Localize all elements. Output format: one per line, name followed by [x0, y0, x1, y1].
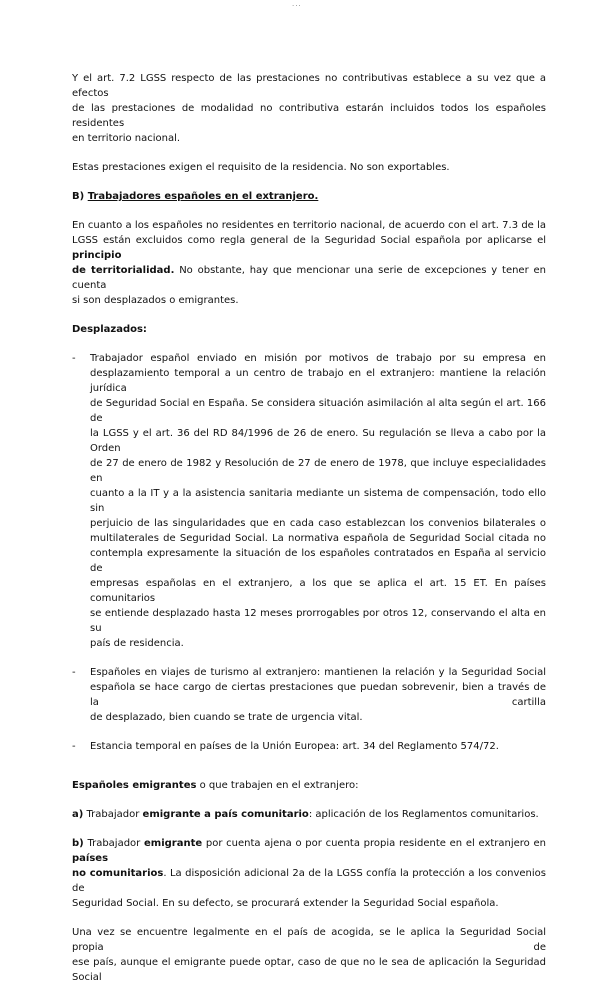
desplazados-heading: Desplazados: — [72, 324, 147, 335]
text-line: perjuicio de las singularidades que en cada caso establezcan los convenios bilaterales o — [90, 518, 546, 529]
text-line: si son desplazados o emigrantes. — [72, 295, 239, 306]
section-b-heading — [72, 189, 546, 204]
text-line: española se hace cargo de ciertas prestaciones que puedan sobrevenir, bien a través de la cartilla — [90, 682, 546, 708]
text-line — [72, 866, 546, 896]
bullet-text — [90, 739, 546, 754]
text-line: de 27 de enero de 1982 y Resolución de 27 de enero de 1978, que incluye especialidades en — [90, 458, 546, 484]
list-item-turismo — [72, 665, 546, 725]
text-span: Trabajador — [83, 838, 144, 849]
text-line: empresas españolas en el extranjero, a los que se aplica el art. 15 ET. En países comunitarios — [90, 578, 546, 604]
text-line: Estancia temporal en países de la Unión Europea: art. 34 del Reglamento 574/72. — [90, 741, 499, 752]
text-line: de desplazado, bien cuando se trate de urgencia vital. — [90, 712, 363, 723]
text-span: por cuenta ajena o por cuenta propia residente en el extranjero en — [202, 838, 546, 849]
paragraph-lgss-7-2 — [72, 71, 546, 146]
text-line: contempla expresamente la situación de los españoles contratados en España al servicio de — [90, 548, 546, 574]
text-line: de las prestaciones de modalidad no contributiva estarán incluidos todos los españoles residentes — [72, 103, 546, 129]
section-letter: B) — [72, 191, 85, 202]
emigrantes-heading — [72, 778, 546, 793]
text-line: multilaterales de Seguridad Social. La normativa española de Seguridad Social citada no — [90, 533, 546, 544]
section-title: Trabajadores españoles en el extranjero. — [87, 191, 319, 202]
text-line: se entiende desplazado hasta 12 meses prorrogables por otros 12, conservando el alta en su — [90, 608, 546, 634]
bold-span: emigrante a país comunitario — [142, 809, 309, 820]
text-span: LGSS están excluidos como regla general de la Seguridad Social española por aplicarse el — [72, 235, 546, 246]
text-line: país de residencia. — [90, 638, 184, 649]
item-label: a) — [72, 809, 84, 820]
text-line: Una vez se encuentre legalmente en el país de acogida, se le aplica la Seguridad Social propia de — [72, 927, 546, 953]
text-line: Españoles en viajes de turismo al extranjero: mantienen la relación y la Seguridad Social — [90, 667, 546, 678]
bullet-dash: - — [72, 741, 76, 752]
paragraph-pais-acogida — [72, 925, 546, 985]
bold-span: emigrante — [144, 838, 203, 849]
bold-span: Españoles emigrantes — [72, 780, 197, 791]
text-line: en territorio nacional. — [72, 133, 181, 144]
text-span: . La disposición adicional 2a de la LGSS confía la protección a los convenios de — [72, 868, 546, 894]
text-line: Trabajador español enviado en misión por motivos de trabajo por su empresa en — [90, 353, 546, 364]
text-line — [72, 233, 546, 263]
text-span: No obstante, hay que mencionar una serie de excepciones y tener en cuenta — [72, 265, 546, 291]
text-span: o que trabajen en el extranjero: — [196, 780, 359, 791]
text-line — [72, 263, 546, 293]
item-label: b) — [72, 838, 84, 849]
text-line: desplazamiento temporal a un centro de trabajo en el extranjero: mantiene la relación jurídica — [90, 368, 546, 394]
bold-span: países — [72, 853, 109, 864]
text-span: Trabajador — [83, 809, 143, 820]
text-line: la LGSS y el art. 36 del RD 84/1996 de 26 de enero. Su regulación se lleva a cabo por la Orden — [90, 428, 546, 454]
header-mark: ... — [292, 0, 302, 8]
text-line: Y el art. 7.2 LGSS respecto de las prestaciones no contributivas establece a su vez que a efectos — [72, 73, 546, 99]
item-a-comunitario — [72, 807, 546, 822]
text-line: En cuanto a los españoles no residentes en territorio nacional, de acuerdo con el art. 7.3 de la — [72, 220, 546, 231]
text-line: cuanto a la IT y a la asistencia sanitaria mediante un sistema de compensación, todo ello sin — [90, 488, 546, 514]
text-line — [72, 836, 546, 866]
paragraph-no-residentes — [72, 218, 546, 308]
paragraph-residencia: Estas prestaciones exigen el requisito de la residencia. No son exportables. — [72, 162, 450, 173]
list-item-trabajador-mision — [72, 351, 546, 651]
bullet-text — [90, 351, 546, 651]
bullet-dash: - — [72, 667, 76, 678]
text-line: ese país, aunque el emigrante puede optar, caso de que no le sea de aplicación la Seguridad Social — [72, 957, 546, 983]
bold-span: de territorialidad. — [72, 265, 175, 276]
bold-span: no comunitarios — [72, 868, 164, 879]
text-span: : aplicación de los Reglamentos comunitarios. — [308, 809, 539, 820]
bullet-dash: - — [72, 353, 76, 364]
text-line: Seguridad Social. En su defecto, se procurará extender la Seguridad Social española. — [72, 898, 499, 909]
item-b-no-comunitario — [72, 836, 546, 911]
bullet-text — [90, 665, 546, 725]
text-line: de Seguridad Social en España. Se considera situación asimilación al alta según el art. 166 de — [90, 398, 546, 424]
bold-span: principio — [72, 250, 122, 261]
list-item-estancia-ue — [72, 739, 546, 754]
